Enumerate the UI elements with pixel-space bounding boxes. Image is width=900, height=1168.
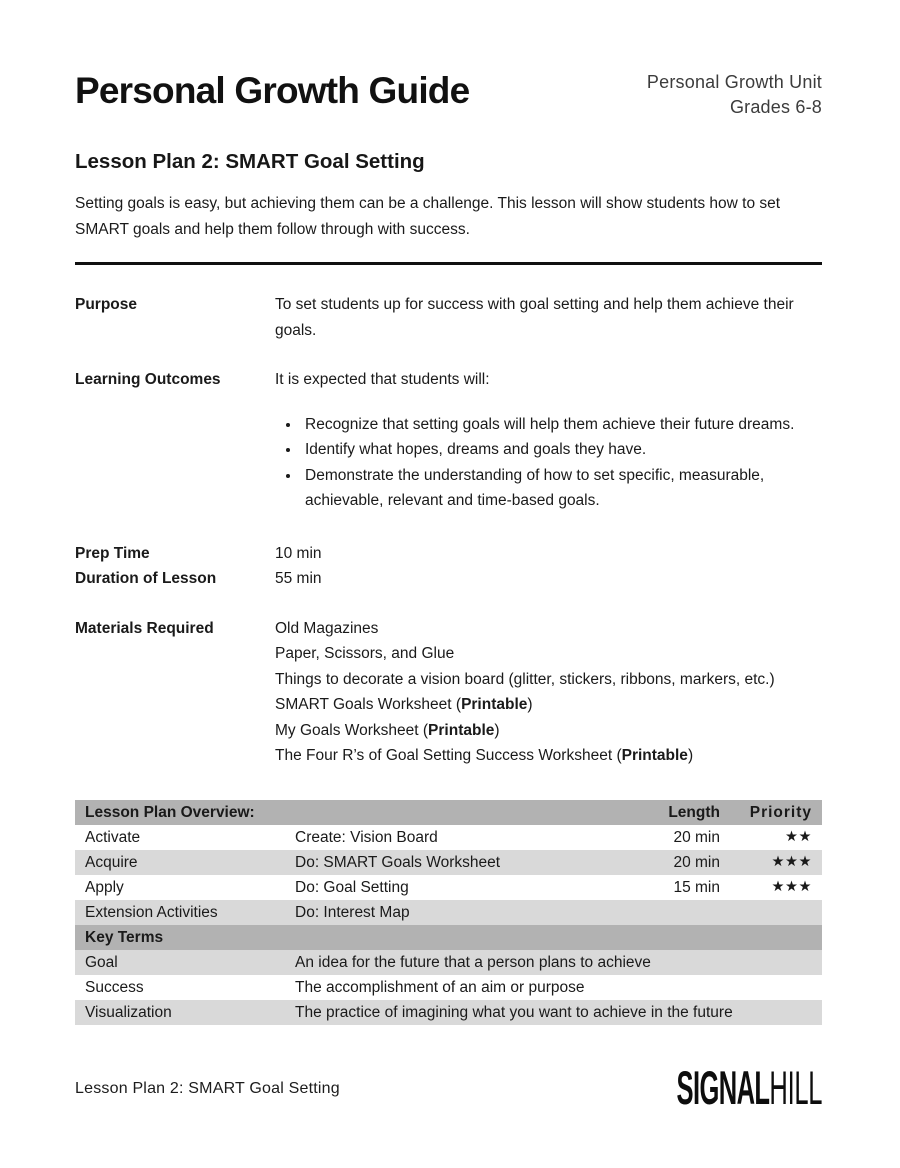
lesson-heading: Lesson Plan 2: SMART Goal Setting xyxy=(75,150,425,173)
material-text: SMART Goals Worksheet ( xyxy=(275,696,462,713)
material-text: Things to decorate a vision board (glitter, stickers, ribbons, markers, etc.) xyxy=(275,670,775,688)
outcomes-label: Learning Outcomes xyxy=(75,371,221,388)
priority-stars: ★★★ xyxy=(730,850,822,875)
phase-cell: Extension Activities xyxy=(75,900,285,925)
phase-cell: Apply xyxy=(75,875,285,900)
table-row xyxy=(75,825,822,850)
intro-paragraph: Setting goals is easy, but achieving them can be a challenge. This lesson will show students how to set SMART goals and help them follow through with success. xyxy=(75,195,781,238)
footer-text: Lesson Plan 2: SMART Goal Setting xyxy=(75,1079,340,1097)
outcomes-intro: It is expected that students will: xyxy=(275,371,490,388)
prep-time-row xyxy=(75,541,822,567)
outcome-bullet: • Recognize that setting goals will help them achieve their future dreams. xyxy=(301,412,822,438)
material-item: My Goals Worksheet (Printable) xyxy=(275,721,500,739)
material-item xyxy=(275,616,822,642)
duration-value: 55 min xyxy=(275,570,322,587)
material-item xyxy=(275,667,822,693)
logo-signal: SIGNAL xyxy=(676,1061,770,1115)
outcomes-content xyxy=(275,367,822,514)
logo-hill: HILL xyxy=(769,1061,822,1115)
length-cell: 20 min xyxy=(635,850,730,875)
length-cell: 15 min xyxy=(635,875,730,900)
grades-label: Grades 6-8 xyxy=(729,97,822,117)
priority-stars: ★★ xyxy=(730,825,822,850)
definition-cell: The practice of imagining what you want to achieve in the future xyxy=(285,1000,822,1025)
activity-cell: Create: Vision Board xyxy=(285,825,635,850)
outcomes-row xyxy=(75,367,822,514)
material-text: Paper, Scissors, and Glue xyxy=(275,645,455,662)
material-text: My Goals Worksheet ( xyxy=(275,721,429,739)
phase-cell: Activate xyxy=(75,825,285,850)
material-text: The Four R’s of Goal Setting Success Worksheet ( xyxy=(275,747,622,764)
outcomes-list xyxy=(275,412,822,514)
term-cell: Goal xyxy=(75,950,285,975)
activity-cell: Do: SMART Goals Worksheet xyxy=(285,850,635,875)
overview-header-row xyxy=(75,800,822,825)
key-terms-header: Key Terms xyxy=(75,925,822,950)
outcome-bullet: • Identify what hopes, dreams and goals they have. xyxy=(301,437,822,463)
purpose-label: Purpose xyxy=(75,296,138,313)
definition-cell: An idea for the future that a person plans to achieve xyxy=(285,950,822,975)
length-header: Length xyxy=(635,800,730,825)
activity-cell: Do: Goal Setting xyxy=(285,875,635,900)
material-printable-bold: Printable xyxy=(621,747,688,764)
purpose-row xyxy=(75,292,822,343)
length-cell xyxy=(635,900,730,925)
activity-cell: Do: Interest Map xyxy=(285,900,635,925)
purpose-text: To set students up for success with goal setting and help them achieve their goals. xyxy=(275,296,794,339)
priority-stars: ★★★ xyxy=(730,875,822,900)
unit-label: Personal Growth Unit xyxy=(646,72,822,92)
table-row xyxy=(75,875,822,900)
length-cell: 20 min xyxy=(635,825,730,850)
definition-cell: The accomplishment of an aim or purpose xyxy=(285,975,822,1000)
key-terms-header-row xyxy=(75,925,822,950)
overview-table xyxy=(75,800,822,1025)
material-printable-bold: Printable xyxy=(461,696,528,713)
outcome-bullet: • Demonstrate the understanding of how to set specific, measurable, achievable, relevant and time-based goals. xyxy=(301,463,822,514)
prep-time-label: Prep Time xyxy=(75,544,150,562)
material-item xyxy=(275,641,822,667)
unit-info xyxy=(647,70,822,120)
brand-logo xyxy=(676,1061,822,1115)
key-term-row xyxy=(75,950,822,975)
table-row xyxy=(75,850,822,875)
material-item: The Four R’s of Goal Setting Success Worksheet (Printable) xyxy=(275,747,694,764)
priority-stars xyxy=(730,900,822,925)
details-section xyxy=(75,292,822,769)
table-row xyxy=(75,900,822,925)
material-item: SMART Goals Worksheet (Printable) xyxy=(275,696,533,713)
page-title: Personal Growth Guide xyxy=(75,70,470,111)
material-printable-bold: Printable xyxy=(428,721,495,739)
key-term-row xyxy=(75,975,822,1000)
material-text: Old Magazines xyxy=(275,619,379,637)
duration-label: Duration of Lesson xyxy=(75,570,217,587)
materials-label: Materials Required xyxy=(75,619,214,637)
term-cell: Success xyxy=(75,975,285,1000)
phase-cell: Acquire xyxy=(75,850,285,875)
document-footer xyxy=(75,1061,822,1115)
overview-title: Lesson Plan Overview: xyxy=(75,800,635,825)
prep-time-value: 10 min xyxy=(275,544,322,562)
duration-row xyxy=(75,566,822,592)
key-term-row xyxy=(75,1000,822,1025)
divider-rule xyxy=(75,262,822,265)
materials-list xyxy=(275,616,822,769)
term-cell: Visualization xyxy=(75,1000,285,1025)
materials-row xyxy=(75,616,822,769)
priority-header: Priority xyxy=(730,800,822,825)
document-header xyxy=(75,70,822,120)
